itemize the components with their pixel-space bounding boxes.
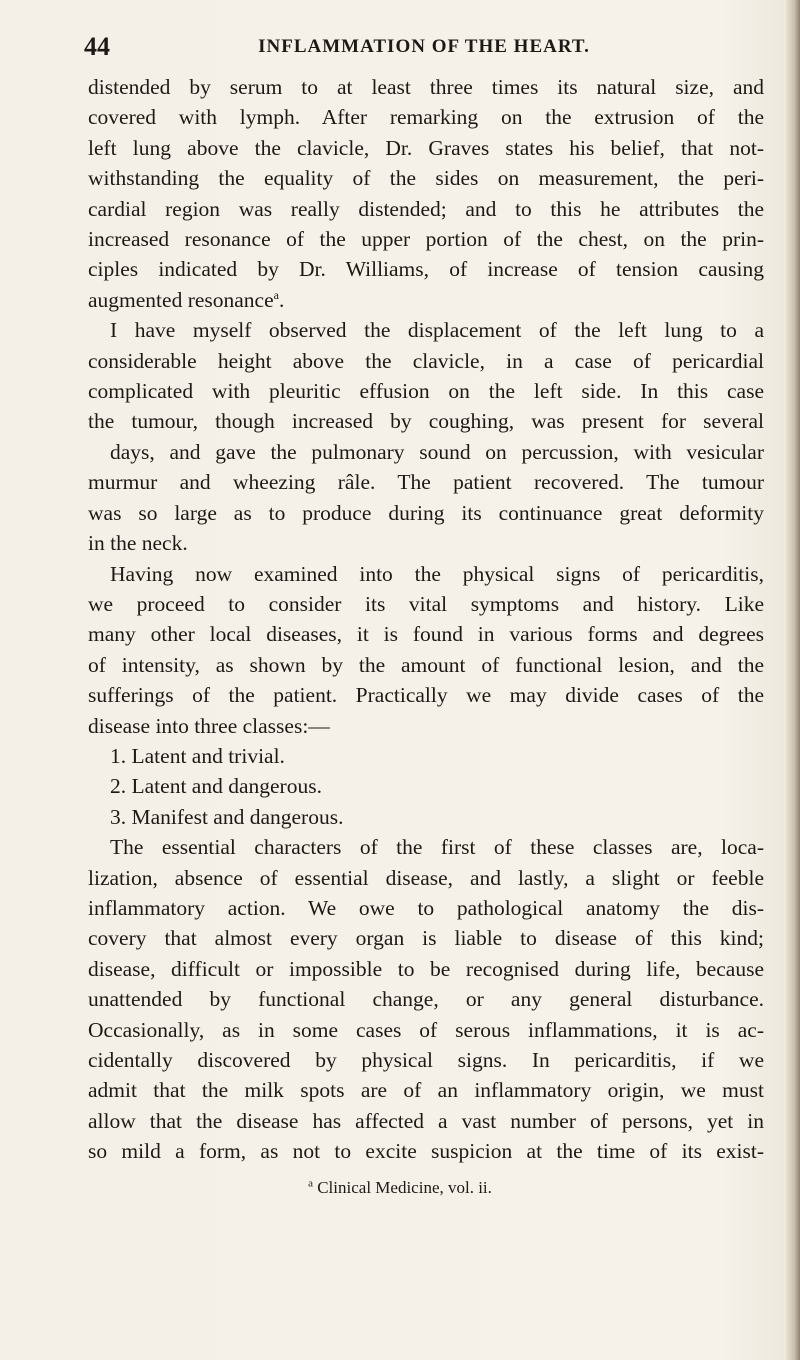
text-line: increased resonance of the upper portion of the chest, on the prin- bbox=[88, 227, 764, 252]
text-line: lization, absence of essential disease, and lastly, a slight or feeble bbox=[88, 865, 764, 890]
text-line: days, and gave the pulmonary sound on percussion, with vesicular bbox=[110, 439, 764, 464]
text-line: distended by serum to at least three times its natural size, and bbox=[88, 75, 764, 99]
text-line: many other local diseases, it is found in various forms and degrees bbox=[88, 622, 764, 647]
text-line: considerable height above the clavicle, in a case of pericardial bbox=[88, 348, 764, 373]
text-line: sufferings of the patient. Practically we may divide cases of the bbox=[88, 683, 764, 708]
paragraph-start: The essential characters of the first of these classes are, loca- bbox=[110, 835, 764, 860]
text-line: admit that the milk spots are of an inflammatory origin, we must bbox=[88, 1078, 764, 1103]
page-number: 44 bbox=[84, 32, 110, 61]
paragraph-start: Having now examined into the physical signs of pericarditis, bbox=[110, 561, 764, 586]
text-line: ciples indicated by Dr. Williams, of increase of tension causing bbox=[88, 257, 764, 282]
text-line: cardial region was really distended; and to this he attributes the bbox=[88, 196, 764, 221]
text-line: the tumour, though increased by coughing, was present for several bbox=[88, 409, 764, 434]
text-line: in the neck. bbox=[88, 531, 188, 556]
footnote-text: Clinical Medicine, vol. ii. bbox=[317, 1178, 492, 1197]
text-line: was so large as to produce during its continuance great deformity bbox=[88, 500, 764, 525]
page-edge bbox=[786, 0, 800, 1360]
text-line: so mild a form, as not to excite suspicion at the time of its exist- bbox=[88, 1139, 764, 1164]
paragraph-start: I have myself observed the displacement of the left lung to a bbox=[110, 318, 764, 343]
list-item: 3. Manifest and dangerous. bbox=[110, 804, 344, 829]
running-head: INFLAMMATION OF THE HEART. bbox=[258, 36, 590, 57]
text-line: murmur and wheezing râle. The patient recovered. The tumour bbox=[88, 470, 764, 495]
text-line: unattended by functional change, or any general disturbance. bbox=[88, 987, 764, 1012]
text-line: disease, difficult or impossible to be recognised during life, because bbox=[88, 956, 764, 981]
text-line-punct: . bbox=[278, 287, 285, 312]
footnote bbox=[0, 1178, 800, 1198]
text-line: covered with lymph. After remarking on the extrusion of the bbox=[88, 105, 764, 130]
text-line: of intensity, as shown by the amount of functional lesion, and the bbox=[88, 652, 764, 677]
list-item: 1. Latent and trivial. bbox=[110, 743, 285, 768]
text-line: we proceed to consider its vital symptoms and history. Like bbox=[88, 591, 764, 616]
text-line: Occasionally, as in some cases of serous inflammations, it is ac- bbox=[88, 1017, 764, 1042]
text-line: allow that the disease has affected a vast number of persons, yet in bbox=[88, 1108, 764, 1133]
text-line: left lung above the clavicle, Dr. Graves states his belief, that not- bbox=[88, 135, 764, 160]
list-item: 2. Latent and dangerous. bbox=[110, 774, 322, 799]
footnote-marker: a bbox=[308, 1177, 313, 1190]
text-line-with-footnote-ref bbox=[88, 285, 764, 315]
page-header bbox=[84, 28, 764, 60]
text-line: cidentally discovered by physical signs. In pericarditis, if we bbox=[88, 1048, 764, 1072]
body-text bbox=[88, 72, 764, 1167]
text-line: covery that almost every organ is liable to disease of this kind; bbox=[88, 926, 764, 951]
text-line: withstanding the equality of the sides on measurement, the peri- bbox=[88, 166, 764, 191]
text-line: inflammatory action. We owe to pathological anatomy the dis- bbox=[88, 895, 764, 920]
footnote-ref: a bbox=[273, 287, 279, 302]
text-line: complicated with pleuritic effusion on the left side. In this case bbox=[88, 379, 764, 404]
text-line: disease into three classes:— bbox=[88, 713, 330, 738]
text-line-content: augmented resonance bbox=[88, 287, 274, 312]
